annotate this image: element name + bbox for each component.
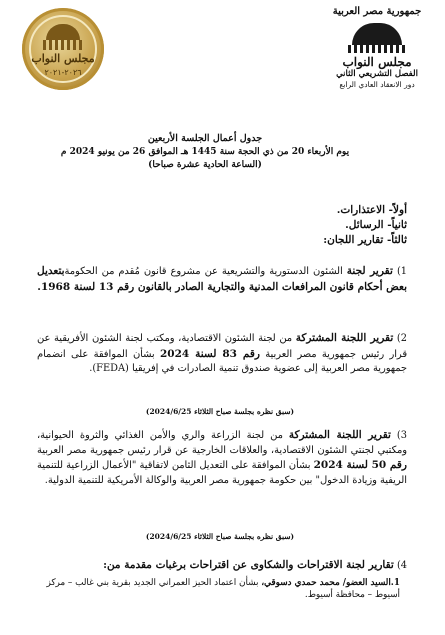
agenda-item-3	[37, 428, 407, 488]
session-round: دور الانعقاد العادي الرابع	[339, 80, 415, 89]
decree-number: رقم 83 لسنة 2024	[159, 347, 260, 360]
item-text: تقارير لجنة الاقتراحات والشكاوى عن اقتراحات برغبات مقدمة من:	[103, 559, 394, 571]
sub-item-number: 1.	[390, 578, 400, 588]
agenda-date: يوم الأربعاء 20 من ذي الحجة سنة 1445 هـ الموافق 26 من يونيو 2024 م	[60, 147, 350, 157]
agenda-item-1	[37, 264, 407, 295]
section-committee-reports: ثالثاً- تقارير اللجان:	[323, 234, 407, 246]
decree-number: رقم 50 لسنة 2024	[313, 459, 407, 471]
agenda-title: جدول أعمال الجلسة الأربعين	[147, 133, 263, 144]
agenda-item-2	[37, 331, 407, 377]
proposal-sub-item-1	[45, 577, 400, 601]
section-apologies: أولاً- الاعتذارات.	[336, 204, 407, 216]
seal-title: مجلس النواب	[31, 52, 95, 65]
item-number: 3)	[390, 430, 407, 441]
item-text: من لجنة الشئون الاقتصادية، ومكتب لجنة الشئون الأفريقية عن قرار رئيس جمهورية مصر العربية	[37, 333, 408, 360]
item-lead: تقرير لجنة	[346, 265, 393, 277]
item-number: 1)	[392, 266, 408, 277]
sub-item-text: بشأن اعتماد الحيز العمراني الجديد بقرية بني غالب – مركز أسيوط – محافظة أسيوط.	[46, 578, 400, 600]
parliament-name: مجلس النواب	[342, 55, 412, 69]
item-text: الشئون الدستورية والتشريعية عن مشروع قانون مُقدم من الحكومة	[64, 266, 347, 277]
item-text: من لجنة الزراعة والري والأمن الغذائي والثروة الحيوانية، ومكتبي لجنتي الشئون الاقتصادية، والعلاقات الخارجية عن قرار رئيس جمهورية مصر العربية	[37, 430, 407, 456]
item-number: 2)	[393, 333, 407, 344]
section-messages: ثانياً- الرسائل.	[345, 219, 407, 231]
parliament-emblem	[321, 6, 433, 116]
seal-years: ٢٠٢٦-٢٠٢١	[44, 68, 82, 77]
emblem-dome-icon	[352, 23, 402, 45]
seal-columns	[43, 40, 83, 50]
item-tail: بشأن الموافقة على انضمام جمهورية مصر العربية إلى عضوية صندوق تنمية الصادرات في إفريقيا (FEDA).	[37, 348, 407, 374]
country-name: جمهورية مصر العربية	[332, 6, 422, 17]
previous-session-note: (سبق نظره بجلسة صباح الثلاثاء 2024/6/25)	[145, 532, 295, 541]
previous-session-note: (سبق نظره بجلسة صباح الثلاثاء 2024/6/25)	[145, 407, 295, 416]
agenda-title-block	[40, 132, 370, 172]
legislative-term: الفصل التشريعي الثاني	[336, 69, 418, 79]
parliament-seal-logo	[22, 8, 104, 90]
agenda-item-4	[37, 558, 407, 574]
agenda-time: (الساعة الحادية عشرة صباحا)	[148, 160, 262, 170]
item-tail: بشأن الموافقة على التعديل الثامن لاتفاقية "الأعمال الزراعية للتنمية الريفية وزيادة الدخول" بين حكومة جمهورية مصر العربية والوكالة الأمريكية للتنمية الدولية.	[37, 460, 407, 486]
item-number: 4)	[393, 560, 407, 571]
emblem-columns-icon	[348, 45, 406, 53]
item-lead: تقرير اللجنة المشتركة	[288, 429, 391, 441]
member-name: السيد العضو/ محمد حمدي دسوقي،	[261, 578, 391, 588]
item-bold-text: بتعديل بعض أحكام قانون المرافعات المدنية والتجارية الصادر بالقانون رقم 13 لسنة 1968.	[37, 265, 407, 293]
item-lead: تقرير اللجنة المشتركة	[295, 332, 394, 344]
